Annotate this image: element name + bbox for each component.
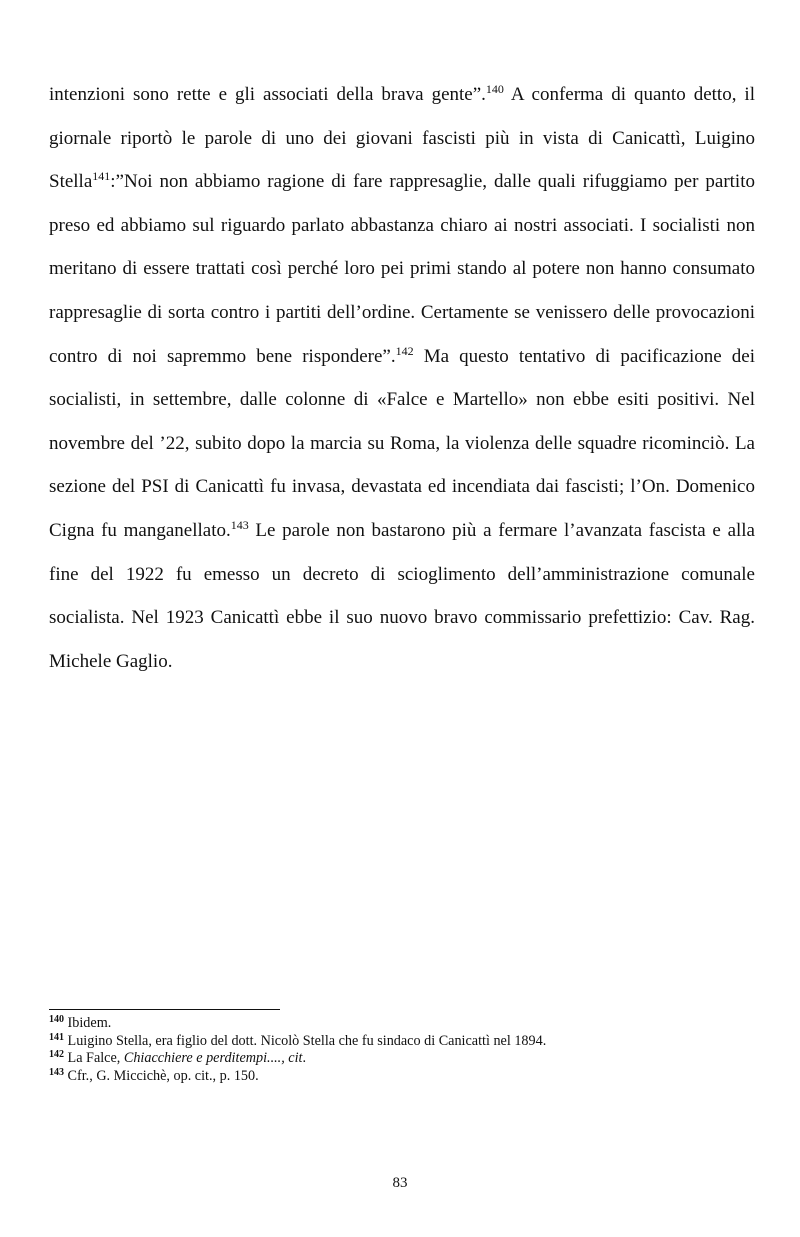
text-line: intenzioni sono rette e gli associati della brava gente”.$^{140}$ A conferma di quanto detto, il bbox=[49, 82, 755, 105]
footnote-separator bbox=[49, 1009, 280, 1010]
footnotes bbox=[49, 1015, 769, 1085]
footnote-ref-140[interactable]: 140 bbox=[485, 82, 504, 96]
text-line: sezione del PSI di Canicattì fu invasa, devastata ed incendiata dai fascisti; l’On. Domenico bbox=[49, 476, 755, 498]
body-paragraph bbox=[49, 73, 755, 683]
text-line: preso ed abbiamo sul riguardo parlato abbastanza chiaro ai nostri associati. I socialisti non bbox=[49, 214, 755, 236]
text-line: novembre del ’22, subito dopo la marcia su Roma, la violenza delle squadre ricominciò. La bbox=[49, 432, 755, 454]
footnote-140: $^{140}$ Ibidem. bbox=[49, 1014, 112, 1031]
text-line: socialista. Nel 1923 Canicattì ebbe il suo nuovo bravo commissario prefettizio: Cav. Rag. bbox=[49, 607, 755, 629]
text-line: Michele Gaglio. bbox=[49, 650, 173, 672]
footnote-ref-143[interactable]: 143 bbox=[230, 517, 249, 532]
footnote-142: $^{142}$ La Falce, Chiacchiere e perditempi...., cit. bbox=[49, 1049, 307, 1067]
footnote-141: $^{141}$ Luigino Stella, era figlio del dott. Nicolò Stella che fu sindaco di Canicattì nel 1894. bbox=[49, 1031, 547, 1049]
text-line: Cigna fu manganellato.$^{143}$ Le parole non bastarono più a fermare l’avanzata fascista e alla bbox=[49, 517, 755, 541]
text-line: fine del 1922 fu emesso un decreto di scioglimento dell’amministrazione comunale bbox=[49, 563, 755, 585]
text-line: meritano di essere trattati così perché loro pei primi stando al potere non hanno consumato bbox=[49, 258, 755, 280]
footnote-ref-141[interactable]: 141 bbox=[92, 169, 111, 184]
footnote-ref-142[interactable]: 142 bbox=[395, 343, 414, 358]
text-line: giornale riportò le parole di uno dei giovani fascisti più in vista di Canicattì, Luigino bbox=[49, 127, 755, 149]
footnote-143: $^{143}$ Cfr., G. Miccichè, op. cit., p. 150. bbox=[49, 1066, 259, 1084]
text-line: socialisti, in settembre, dalle colonne di «Falce e Martello» non ebbe esiti positivi. Nel bbox=[49, 389, 755, 411]
text-line: contro di noi sapremmo bene rispondere”.$^{142}$ Ma questo tentativo di pacificazione dei bbox=[49, 343, 756, 367]
text-line: Stella$^{141}$:”Noi non abbiamo ragione di fare rappresaglie, dalle quali rifuggiamo per partito bbox=[49, 169, 755, 193]
page-number: 83 bbox=[392, 1175, 408, 1191]
text-line: rappresaglie di sorta contro i partiti dell’ordine. Certamente se venissero delle provocazioni bbox=[49, 301, 755, 323]
